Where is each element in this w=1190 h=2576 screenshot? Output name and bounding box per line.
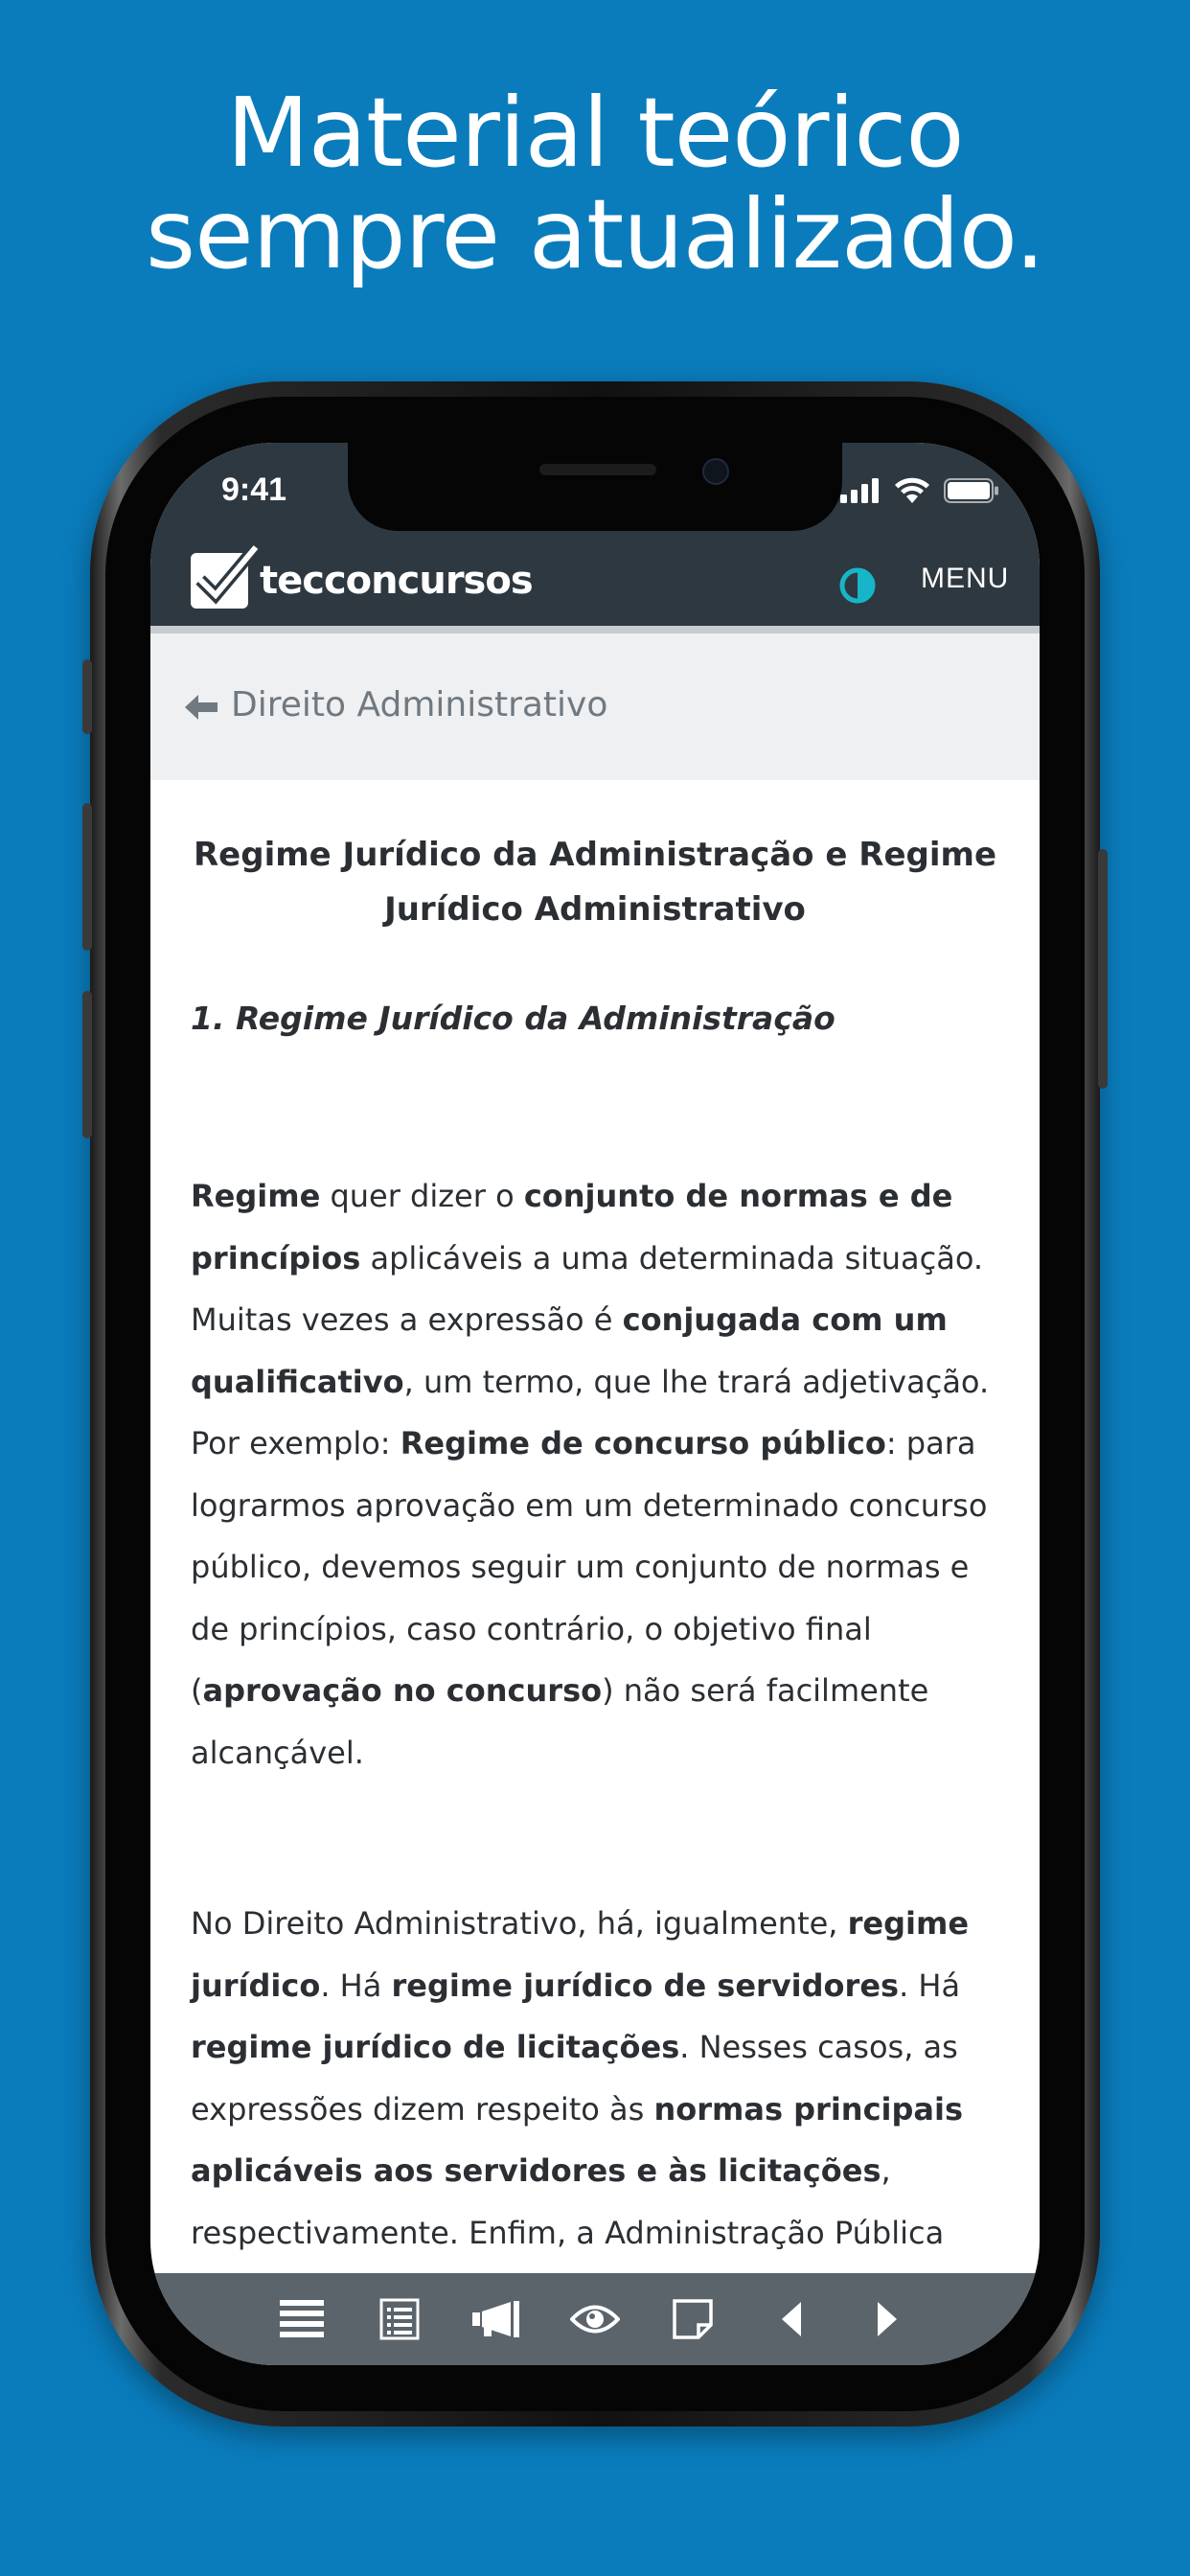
text-run: aprovação no concurso	[202, 1672, 603, 1709]
signal-icon	[840, 478, 881, 508]
headline-line-1: Material teórico	[226, 77, 964, 189]
contrast-toggle-icon[interactable]	[838, 566, 877, 605]
text-run: quer dizer o	[320, 1178, 524, 1214]
phone-screen	[150, 443, 1040, 2365]
phone-mute-switch	[82, 659, 92, 734]
text-run: . Há	[320, 1966, 392, 2004]
next-icon[interactable]	[858, 2289, 918, 2349]
text-run: regime jurídico de servidores	[391, 1966, 900, 2004]
status-time: 9:41	[221, 472, 287, 508]
text-run: normas principais aplicáveis aos servidores e às licitações	[191, 2090, 964, 2189]
text-run: , respectivamente. Enfim, a Administração Pública	[191, 2152, 945, 2251]
text-run: No Direito Administrativo, há, igualmente,	[191, 1905, 848, 1942]
note-icon[interactable]	[663, 2289, 722, 2349]
text-run: conjugada com um qualificativo	[191, 1301, 948, 1400]
phone-notch	[348, 443, 842, 531]
battery-icon	[944, 478, 999, 508]
section-heading: 1. Regime Jurídico da Administração	[191, 1000, 835, 1037]
article-content	[191, 780, 999, 2365]
headline-line-2: sempre atualizado.	[146, 178, 1044, 290]
text-run: aplicáveis a uma determinada situação. Muitas vezes a expressão é	[191, 1239, 983, 1338]
index-icon[interactable]	[370, 2289, 429, 2349]
wifi-icon	[894, 477, 930, 509]
text-run: : para lograrmos aprovação em um determinado concurso público, devemos seguir um conjunto de normas e de princípios, caso contrário, o objetivo final (	[191, 1425, 988, 1709]
logo-text: tecconcursos	[260, 559, 533, 603]
phone-volume-up	[82, 803, 92, 951]
bottom-toolbar	[150, 2273, 1040, 2365]
status-icons	[840, 477, 999, 509]
text-run: . Nesses casos, as expressões dizem respeito às	[191, 2029, 958, 2128]
text-run: conjunto de normas e de princípios	[191, 1178, 953, 1276]
headline	[0, 77, 1190, 290]
text-run: Regime de concurso público	[400, 1425, 886, 1461]
text-run: . Há	[899, 1966, 961, 2004]
text-run: regime jurídico	[191, 1905, 970, 2004]
tecconcursos-logo[interactable]	[191, 553, 533, 609]
text-run: regime jurídico de licitações	[191, 2029, 680, 2065]
front-camera	[702, 458, 729, 485]
phone-power-button	[1098, 849, 1108, 1089]
text-run: Regime	[191, 1178, 321, 1214]
breadcrumb[interactable]	[150, 633, 1040, 780]
back-arrow-icon[interactable]	[185, 693, 219, 722]
article-title: Regime Jurídico da Administração e Regime Jurídico Administrativo	[194, 836, 996, 929]
megaphone-icon[interactable]	[468, 2289, 527, 2349]
list-icon[interactable]	[272, 2289, 332, 2349]
breadcrumb-label[interactable]: Direito Administrativo	[231, 685, 608, 724]
article-paragraph	[191, 1041, 999, 1783]
app-header	[150, 543, 1040, 633]
previous-icon[interactable]	[761, 2289, 820, 2349]
text-run: , um termo, que lhe trará adjetivação. Por exemplo:	[191, 1363, 990, 1461]
text-run: ) não será facilmente alcançável.	[191, 1672, 929, 1771]
menu-button[interactable]: MENU	[921, 563, 1010, 594]
logo-check-icon	[191, 553, 248, 609]
phone-volume-down	[82, 991, 92, 1138]
eye-icon[interactable]	[565, 2289, 625, 2349]
earpiece-speaker	[539, 464, 656, 475]
